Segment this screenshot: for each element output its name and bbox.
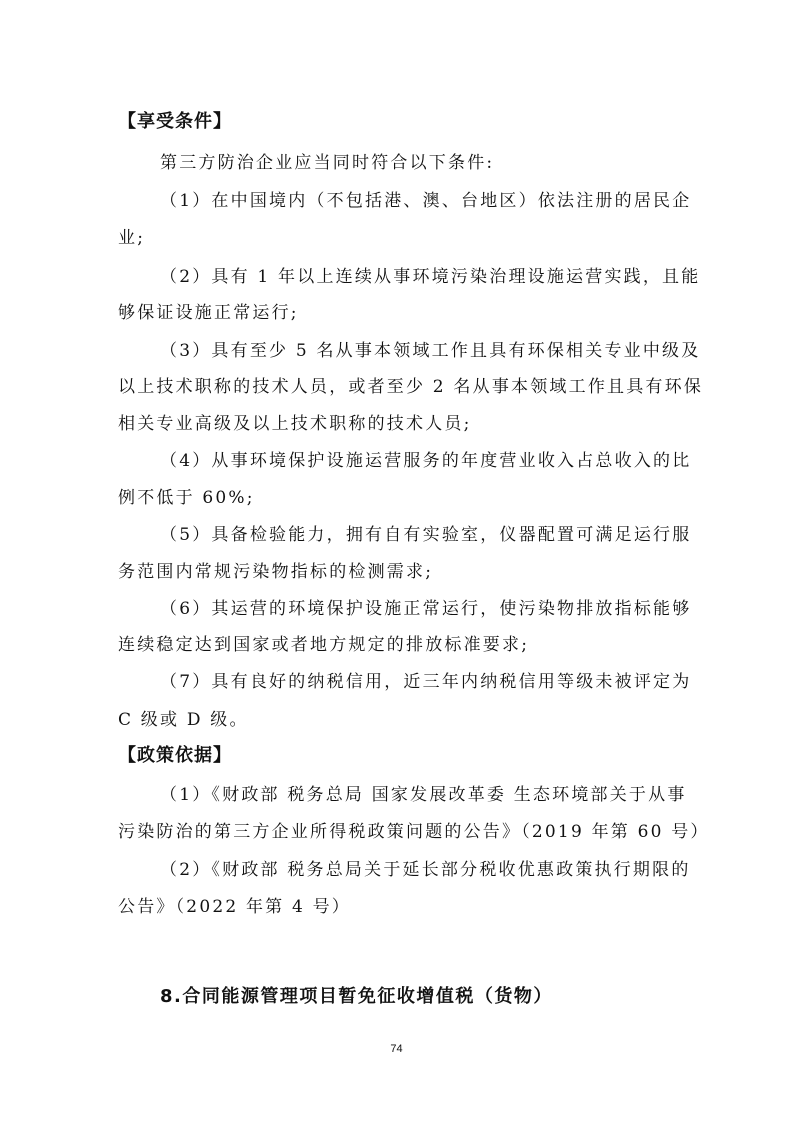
condition-1-line-1: （1）在中国境内（不包括港、澳、台地区）依法注册的居民企: [160, 191, 692, 211]
condition-7-line-2: C 级或 D 级。: [118, 710, 249, 730]
condition-3-line-1: （3）具有至少 5 名从事本领域工作且具有环保相关专业中级及: [160, 341, 701, 361]
policy-1-line-2: 污染防治的第三方企业所得税政策问题的公告》（2019 年第 60 号）: [118, 822, 710, 842]
heading-policy-basis: 【政策依据】: [118, 745, 232, 766]
section-title: 8.合同能源管理项目暂免征收增值税（货物）: [160, 986, 553, 1007]
heading-conditions: 【享受条件】: [118, 111, 232, 132]
page-number: 74: [390, 1043, 403, 1055]
policy-1-line-1: （1）《财政部 税务总局 国家发展改革委 生态环境部关于从事: [160, 785, 687, 805]
condition-4-line-2: 例不低于 60%;: [118, 488, 255, 508]
condition-1-line-2: 业;: [118, 228, 146, 248]
conditions-intro: 第三方防治企业应当同时符合以下条件:: [160, 153, 495, 173]
condition-3-line-2: 以上技术职称的技术人员，或者至少 2 名从事本领域工作且具有环保: [118, 377, 704, 397]
condition-4-line-1: （4）从事环境保护设施运营服务的年度营业收入占总收入的比: [160, 451, 692, 471]
policy-2-line-2: 公告》（2022 年第 4 号）: [118, 897, 351, 917]
condition-6-line-1: （6）其运营的环境保护设施正常运行，使污染物排放指标能够: [160, 599, 692, 619]
condition-6-line-2: 连续稳定达到国家或者地方规定的排放标准要求;: [118, 635, 530, 655]
condition-3-line-3: 相关专业高级及以上技术职称的技术人员;: [118, 414, 472, 434]
condition-5-line-2: 务范围内常规污染物指标的检测需求;: [118, 562, 434, 582]
condition-2-line-1: （2）具有 1 年以上连续从事环境污染治理设施运营实践，且能: [160, 267, 701, 287]
condition-2-line-2: 够保证设施正常运行;: [118, 303, 299, 323]
condition-5-line-1: （5）具备检验能力，拥有自有实验室，仪器配置可满足运行服: [160, 525, 692, 545]
condition-7-line-1: （7）具有良好的纳税信用，近三年内纳税信用等级未被评定为: [160, 672, 692, 692]
policy-2-line-1: （2）《财政部 税务总局关于延长部分税收优惠政策执行期限的: [160, 860, 691, 880]
